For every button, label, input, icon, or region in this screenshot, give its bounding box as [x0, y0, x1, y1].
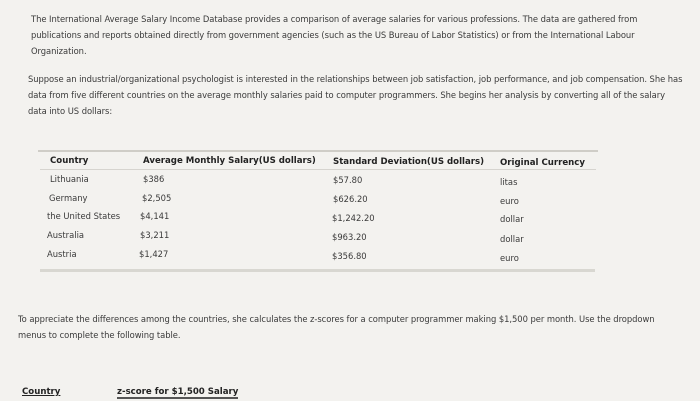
table-header-rule: [40, 169, 596, 170]
table-row-currency: dollar: [500, 234, 524, 244]
header-std-dev: Standard Deviation(US dollars): [333, 157, 485, 167]
table-row-stddev: $963.20: [332, 232, 367, 242]
table-row-country: Lithuania: [50, 174, 89, 184]
table-bottom-rule: [40, 269, 595, 272]
header-currency: Original Currency: [500, 158, 585, 168]
table-row-currency: euro: [500, 196, 519, 206]
table-row-currency: dollar: [500, 214, 524, 224]
intro-paragraph: The International Average Salary Income Database provides a comparison of average salaries for various professions. The data are gathered from publications and reports obtained directly from government agencies (such as the US Bureau of Labor Statistics) or from the International Labour Organization.: [31, 14, 638, 56]
zscore-header-value: z-score for $1,500 Salary: [117, 387, 239, 397]
scenario-paragraph: Suppose an industrial/organizational psychologist is interested in the relationships between job satisfaction, job performance, and job compensation. She has data from five different countries on the average monthly salaries paid to computer programmers. She begins her analysis by converting all of the salary data into US dollars:: [28, 74, 683, 116]
header-country: Country: [50, 156, 89, 166]
table-row-country: Austria: [47, 249, 77, 259]
table-row-salary: $4,141: [140, 211, 170, 221]
table-row-stddev: $57.80: [333, 175, 363, 185]
header-avg-salary: Average Monthly Salary(US dollars): [143, 156, 316, 166]
task-paragraph: To appreciate the differences among the countries, she calculates the z-scores for a computer programmer making $1,500 per month. Use the dropdown menus to complete the following table.: [18, 314, 655, 340]
zscore-header-country: Country: [22, 387, 61, 397]
table-row-currency: litas: [500, 177, 518, 187]
table-row-salary: $2,505: [142, 193, 172, 203]
table-row-salary: $386: [143, 174, 165, 184]
table-row-country: Germany: [49, 193, 88, 203]
table-row-country: the United States: [47, 211, 121, 221]
table-row-stddev: $626.20: [333, 194, 368, 204]
table-row-country: Australia: [47, 230, 85, 240]
table-row-currency: euro: [500, 253, 519, 263]
table-top-rule: [38, 150, 598, 152]
table-row-stddev: $1,242.20: [332, 213, 375, 223]
table-row-salary: $1,427: [139, 249, 169, 259]
table-row-stddev: $356.80: [332, 251, 367, 261]
table-row-salary: $3,211: [140, 230, 170, 240]
